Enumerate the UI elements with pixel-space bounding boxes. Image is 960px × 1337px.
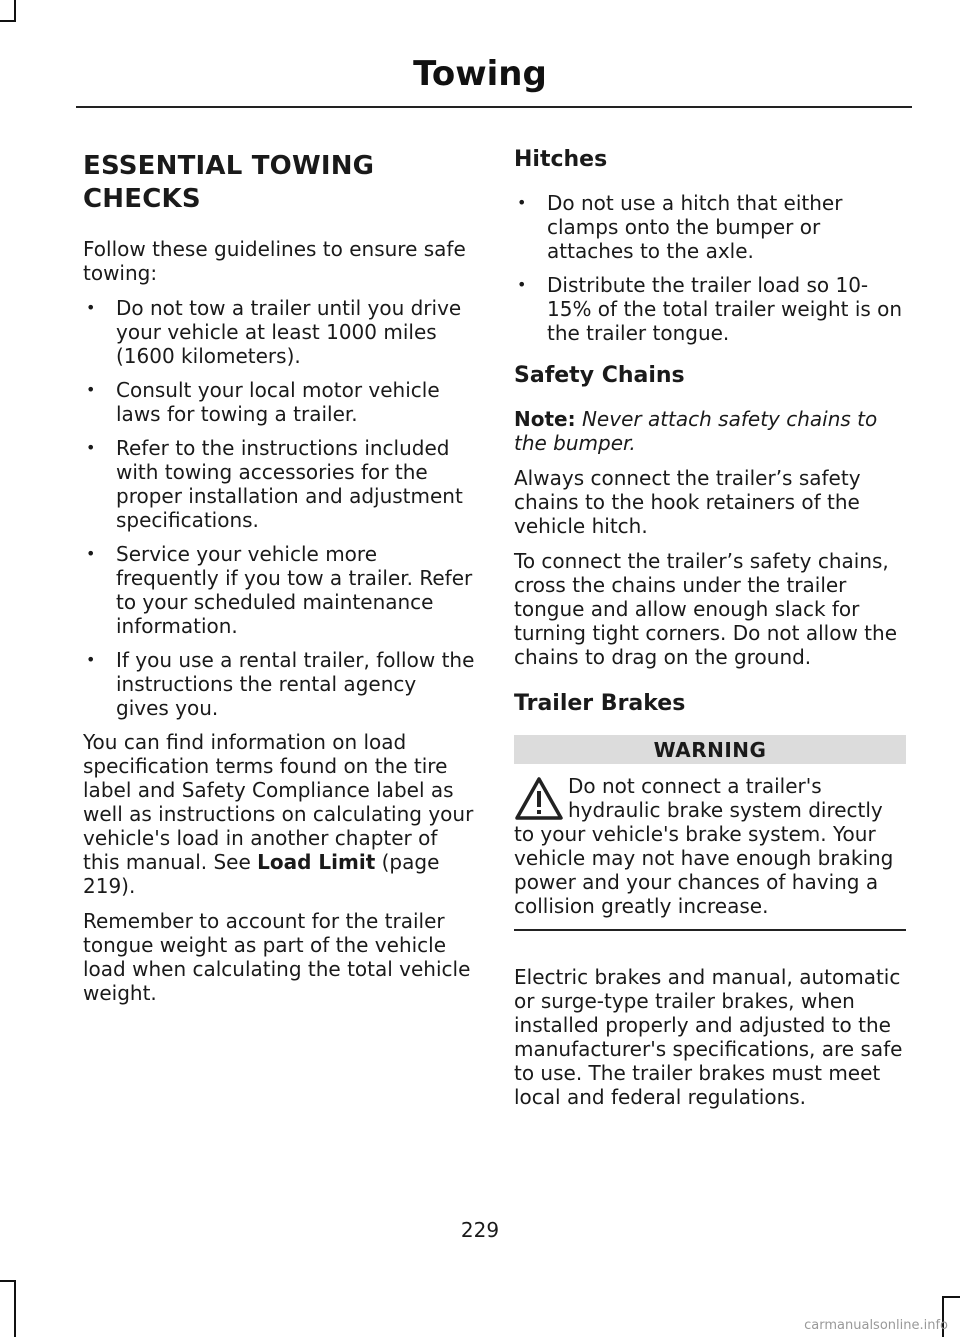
tongue-weight-paragraph: Remember to account for the trailer tongue weight as part of the vehicle load when calculating the total vehicle weight.: [83, 909, 471, 1005]
list-item: • Consult your local motor vehicle laws for towing a trailer.: [83, 378, 475, 426]
note-text: Never attach safety chains to the bumper.: [514, 407, 878, 455]
crop-mark: [0, 1280, 16, 1282]
list-item: • Refer to the instructions included with towing accessories for the proper installation and adjustment specifications.: [83, 436, 475, 532]
load-info-page-ref: (page 219).: [83, 850, 440, 898]
chains-paragraph-2: To connect the trailer’s safety chains, cross the chains under the trailer tongue and allow enough slack for turning tight corners. Do not allow the chains to drag on the ground.: [514, 549, 898, 669]
page-header-title: Towing: [413, 54, 547, 94]
left-column: [83, 142, 475, 1016]
crop-mark: [0, 20, 16, 22]
hitches-list: [514, 191, 906, 345]
page-number: 229: [460, 1218, 500, 1242]
warning-rule: [514, 929, 906, 931]
note-label: Note:: [514, 407, 576, 431]
safety-chains-heading: Safety Chains: [514, 363, 685, 388]
list-item: • Distribute the trailer load so 10-15% of the total trailer weight is on the trailer tongue.: [514, 273, 906, 345]
list-item: • If you use a rental trailer, follow the instructions the rental agency gives you.: [83, 648, 475, 720]
section-heading: [83, 150, 475, 216]
right-column: [514, 145, 906, 1120]
load-info-text: You can find information on load specification terms found on the tire label and Safety Compliance label as well as instructions on calculating your vehicle's load in another chapter of this manual. See: [83, 730, 474, 874]
checks-list: [83, 296, 475, 720]
list-item: • Service your vehicle more frequently if you tow a trailer. Refer to your scheduled maintenance information.: [83, 542, 475, 638]
list-item: • Do not use a hitch that either clamps onto the bumper or attaches to the axle.: [514, 191, 906, 263]
warning-triangle-icon: [514, 776, 564, 822]
crop-mark: [14, 1280, 16, 1337]
watermark: carmanualsonline.info: [804, 1318, 948, 1333]
list-item: • Do not tow a trailer until you drive your vehicle at least 1000 miles (1600 kilometers).: [83, 296, 475, 368]
warning-body: [514, 774, 906, 918]
trailer-brakes-heading: Trailer Brakes: [514, 691, 686, 716]
section-heading-line2: CHECKS: [83, 184, 201, 214]
hitches-heading: Hitches: [514, 147, 608, 172]
brakes-paragraph: Electric brakes and manual, automatic or surge-type trailer brakes, when installed properly and adjusted to the manufacturer's specifications, are safe to use. The trailer brakes must meet local and federal regulations.: [514, 965, 903, 1109]
note-paragraph: [514, 407, 906, 455]
load-info-paragraph: [83, 730, 475, 898]
crop-mark: [942, 1296, 960, 1298]
warning-text: Do not connect a trailer's hydraulic brake system directly to your vehicle's brake system. Your vehicle may not have enough braking power and your chances of having a collision greatly increase.: [514, 774, 894, 918]
crop-mark: [14, 0, 16, 22]
intro-paragraph: Follow these guidelines to ensure safe towing:: [83, 237, 466, 285]
load-limit-link[interactable]: Load Limit: [257, 850, 376, 874]
section-heading-line1: ESSENTIAL TOWING: [83, 151, 375, 181]
chains-paragraph-1: Always connect the trailer’s safety chains to the hook retainers of the vehicle hitch.: [514, 466, 861, 538]
warning-banner: WARNING: [514, 735, 906, 764]
header-rule: [76, 106, 912, 108]
